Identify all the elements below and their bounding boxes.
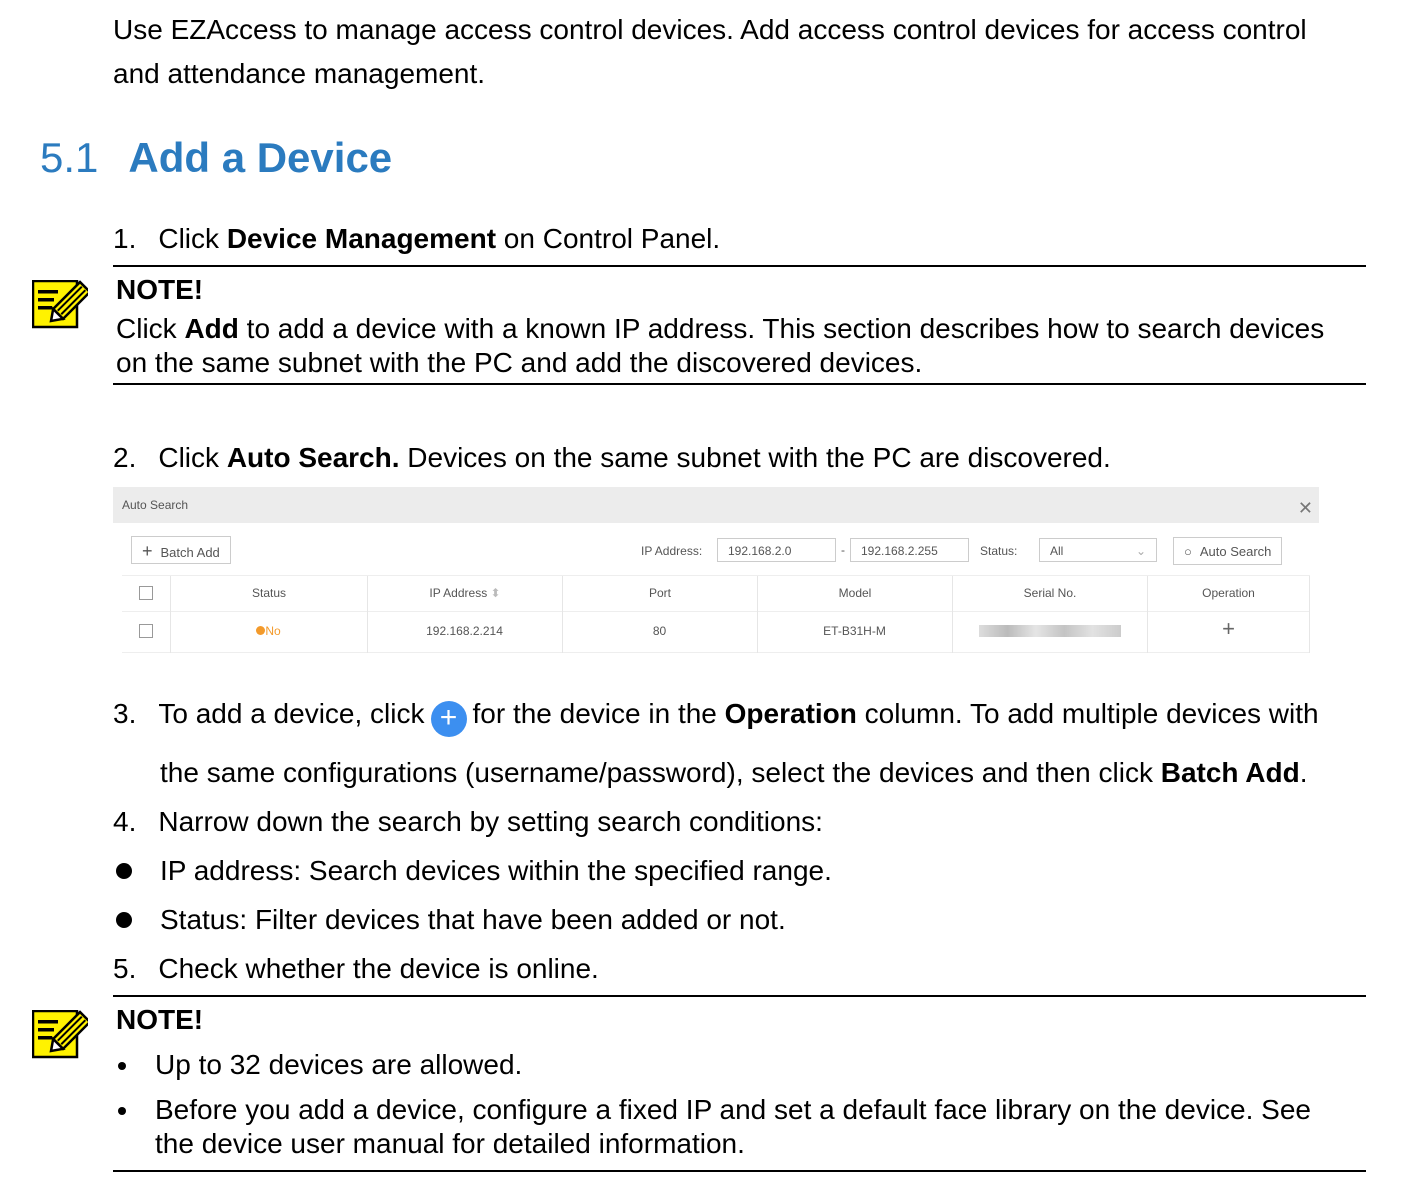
intro-line-1: Use EZAccess to manage access control devices. Add access control devices for access control: [113, 14, 1307, 45]
column-status: Status: [170, 576, 367, 653]
bold-text: Device Management: [226, 223, 497, 254]
text: Click: [158, 223, 227, 254]
batch-add-button[interactable]: [131, 536, 231, 564]
note-title: NOTE!: [116, 1004, 204, 1035]
step-1: [113, 222, 720, 256]
divider: [113, 995, 1366, 997]
column-ip-address[interactable]: IP Address ⬍: [367, 576, 562, 653]
column-model: Model: [757, 576, 952, 653]
dialog-title-bar: [113, 487, 1319, 523]
button-label: Batch Add: [160, 545, 220, 560]
sort-icon[interactable]: ⬍: [490, 586, 501, 600]
text: Click: [158, 442, 227, 473]
text: to add a device with a known IP address. This section describes how to search devices: [238, 313, 1325, 344]
text: To add a device, click: [158, 698, 425, 729]
note-item: Before you add a device, configure a fixed IP and set a default face library on the device. See: [155, 1094, 1311, 1125]
ip-from-input[interactable]: 192.168.2.0: [717, 538, 836, 562]
note-title: NOTE!: [116, 274, 204, 305]
bold-text: Operation: [724, 698, 857, 729]
section-title: Add a Device: [128, 134, 393, 181]
close-icon[interactable]: ✕: [1297, 498, 1313, 518]
step-5: [113, 952, 599, 986]
divider: [113, 265, 1366, 267]
device-table: [122, 575, 1310, 654]
status-value: All: [1050, 544, 1064, 558]
note-icon: [32, 1010, 88, 1060]
status-select[interactable]: [1039, 538, 1157, 562]
bullet-icon: [118, 1107, 126, 1115]
status-dot-icon: [256, 626, 265, 635]
note-icon: [32, 280, 88, 330]
bullet-icon: [116, 912, 132, 928]
step-number: 4.: [113, 806, 137, 837]
button-label: Auto Search: [1199, 544, 1272, 559]
bold-text: Batch Add: [1160, 757, 1300, 788]
step-4: [113, 805, 823, 839]
text: column. To add multiple devices with: [856, 698, 1319, 729]
row-ip: 192.168.2.214: [426, 624, 503, 638]
row-checkbox[interactable]: [122, 624, 170, 641]
divider: [113, 383, 1366, 385]
chevron-down-icon: ⌄: [1135, 544, 1146, 558]
step-2: [113, 441, 1111, 475]
text: Click: [116, 313, 185, 344]
text: Narrow down the search by setting search conditions:: [158, 806, 823, 837]
ip-address-label: IP Address:: [641, 544, 703, 558]
row-status: No: [170, 624, 367, 638]
column-port: Port: [562, 576, 757, 653]
column-serial: Serial No.: [952, 576, 1147, 653]
step-3-line-2: [160, 756, 1307, 790]
serial-blurred: [979, 625, 1121, 637]
step-number: 5.: [113, 953, 137, 984]
plus-icon: +: [142, 541, 153, 561]
text: .: [1299, 757, 1308, 788]
select-all-checkbox[interactable]: [122, 586, 170, 603]
bullet-item: Status: Filter devices that have been added or not.: [160, 904, 786, 935]
add-circle-icon: +: [431, 701, 467, 737]
add-device-plus-icon[interactable]: +: [1222, 616, 1235, 641]
ip-to-input[interactable]: 192.168.2.255: [850, 538, 969, 562]
search-icon: ○: [1184, 544, 1192, 559]
auto-search-dialog-screenshot: [113, 487, 1319, 657]
note-1-line-2: on the same subnet with the PC and add the discovered devices.: [116, 347, 923, 378]
intro-line-2: and attendance management.: [113, 58, 486, 89]
text: Devices on the same subnet with the PC are discovered.: [399, 442, 1111, 473]
status-label: Status:: [980, 544, 1018, 558]
text: Check whether the device is online.: [158, 953, 599, 984]
auto-search-button[interactable]: [1173, 537, 1282, 565]
note-item-continued: the device user manual for detailed information.: [155, 1128, 745, 1159]
section-heading: [40, 132, 392, 184]
note-1-line-1: [116, 312, 1324, 346]
dialog-title: Auto Search: [122, 498, 189, 512]
text: the same configurations (username/password), select the devices and then click: [160, 757, 1161, 788]
step-3: [113, 697, 1319, 737]
step-number: 3.: [113, 698, 137, 729]
step-number: 1.: [113, 223, 137, 254]
bullet-icon: [118, 1062, 126, 1070]
bold-text: Auto Search.: [226, 442, 400, 473]
divider: [113, 1170, 1366, 1172]
section-number: 5.1: [40, 134, 99, 181]
range-dash: -: [841, 543, 845, 557]
text: on Control Panel.: [496, 223, 721, 254]
text: for the device in the: [472, 698, 725, 729]
bold-text: Add: [184, 313, 239, 344]
row-port: 80: [652, 624, 667, 638]
bullet-item: IP address: Search devices within the specified range.: [160, 855, 832, 886]
bullet-icon: [116, 863, 132, 879]
row-model: ET-B31H-M: [823, 624, 886, 638]
step-number: 2.: [113, 442, 137, 473]
note-item: Up to 32 devices are allowed.: [155, 1049, 523, 1080]
column-operation: Operation: [1147, 576, 1310, 653]
